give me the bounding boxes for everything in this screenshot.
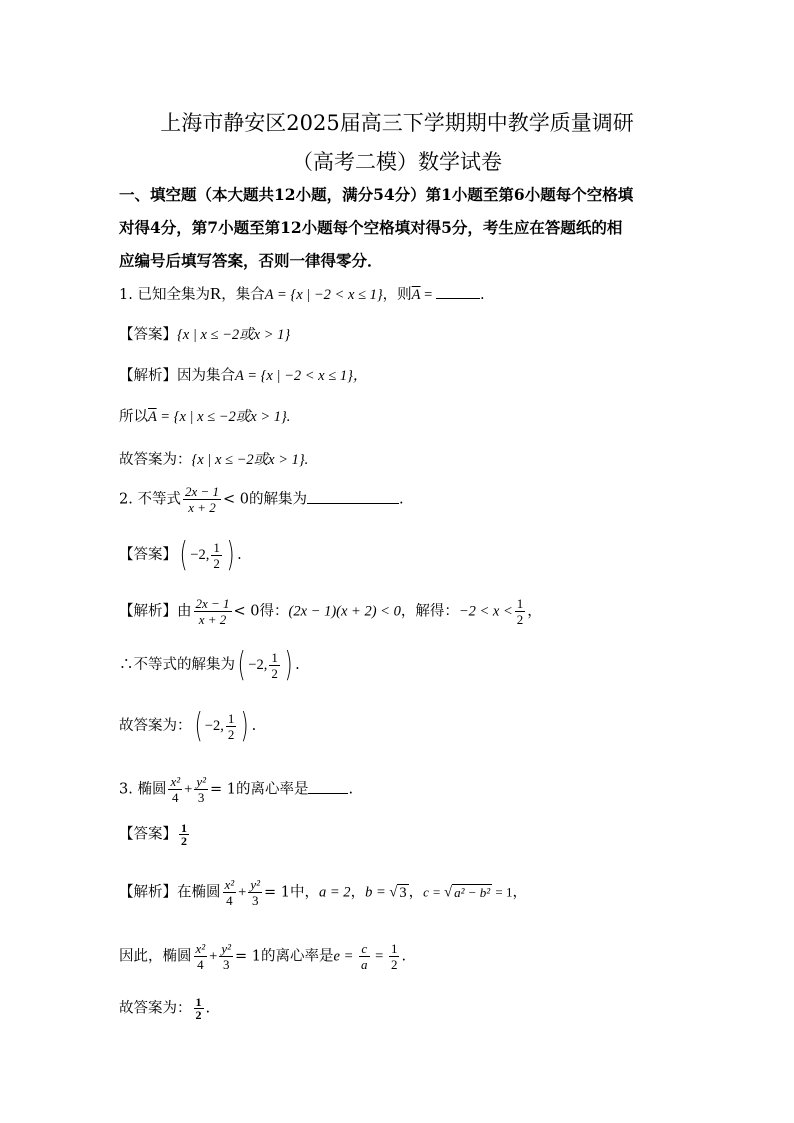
q1-ask: ，则 — [382, 287, 412, 303]
q1-so-result: = {x | x ≤ −2或x > 1}. — [156, 409, 291, 425]
q2-answer-half: $\frac{1}{2}$ — [213, 539, 220, 571]
answer-label: 【答案】 — [119, 826, 177, 843]
q1-so-text: 所以 — [119, 409, 148, 425]
q2-analysis-line: 【解析】由 $\frac{2x - 1}{x + 2}$ < 0得：(2x − 1)(x + 2) < 0，解得：−2 < x < $\frac{1}{2}$ ， — [119, 596, 542, 627]
q1-final-line — [119, 450, 308, 470]
analysis-label: 【解析】 — [119, 603, 177, 620]
page-subtitle: （高考二模）数学试卷 — [292, 150, 502, 174]
q1-so-line — [119, 407, 290, 427]
q3-frac-y: $\frac{\text{y²}}{3}$ — [196, 774, 206, 805]
q2-range-half: $\frac{1}{2}$ — [516, 596, 524, 627]
q2-answer-text: −2, — [190, 547, 210, 563]
q3-hence-half: $\frac{1}{2}$ — [390, 941, 398, 972]
q3-prefix: 3. 椭圆 — [119, 781, 167, 798]
q2-final-half: $\frac{1}{2}$ — [227, 710, 235, 742]
analysis-label: 【解析】 — [119, 368, 177, 384]
q2-product: (2x − 1)(x + 2) < 0 — [288, 603, 401, 620]
q2-therefore: ∴不等式的解集为 — [119, 657, 235, 673]
q3-final: $\frac{1}{2}$ — [195, 995, 202, 1022]
q1-mid: ，集合 — [221, 287, 265, 303]
q3-sqrt3: 3 — [399, 884, 407, 901]
q3-hence-line: 因此，椭圆 $\frac{\text{x²}}{4}$ + $\frac{\text{y²}}{3}$ = 1的离心率是e = $\frac{c}{a}$ = $\frac{1}{2}$ . — [119, 941, 407, 972]
q1-analysis-line — [119, 366, 367, 386]
q1-final: {x | x ≤ −2或x > 1}. — [191, 452, 309, 468]
q2-answer-blank — [307, 489, 399, 504]
q2-end: . — [398, 491, 404, 508]
q1-answer-blank — [436, 284, 480, 299]
q3-a: a = 2 — [319, 884, 351, 901]
q2-fraction: $\frac{2x - 1}{x + 2}$ — [184, 484, 219, 515]
question-1 — [119, 284, 485, 305]
q1-universe: R — [209, 284, 222, 303]
q1-setdef: A = {x | −2 < x ≤ 1} — [264, 287, 383, 303]
q2-analysis-fraction: $\frac{2x - 1}{x + 2}$ — [195, 596, 230, 627]
q3-answer-line — [119, 822, 191, 847]
q3-final-line: 故答案为： $\frac{1}{2}$ . — [119, 995, 211, 1022]
q2-answer-line: 【答案】( −2, $\frac{1}{2}$ ) . — [119, 535, 242, 575]
q3-answer-blank — [308, 779, 348, 794]
analysis-label: 【解析】 — [119, 884, 177, 901]
q3-frac-x: $\frac{\text{x²}}{4}$ — [170, 774, 181, 805]
q3-eq1: = 1的离心率是 — [209, 781, 309, 798]
answer-label: 【答案】 — [119, 327, 177, 343]
q2-ineq: < 0的解集为 — [223, 491, 307, 508]
q2-range: −2 < x < — [458, 603, 513, 620]
q2-therefore-line: ∴不等式的解集为( −2, $\frac{1}{2}$ ) . — [119, 645, 300, 685]
q1-complement: $\overline{A}$ — [411, 287, 421, 303]
q1-prefix: 1. 已知全集为 — [119, 287, 210, 303]
question-3: 3. 椭圆 $\frac{\text{x²}}{4}$ + $\frac{\text{y²}}{3}$ = 1的离心率是 . — [119, 774, 354, 805]
q3-answer: $\frac{1}{2}$ — [181, 821, 187, 848]
q2-prefix: 2. 不等式 — [119, 491, 181, 508]
q1-so-complement: $\overline{A}$ — [148, 409, 157, 425]
q1-analysis-set: A = {x | −2 < x ≤ 1}， — [235, 368, 368, 384]
q3-c-over-a: $\frac{c}{a}$ — [361, 941, 368, 972]
question-2 — [119, 484, 404, 515]
therefore-label: 故答案为： — [119, 1000, 192, 1017]
section-instructions-line2: 对得4分，第7小题至第12小题每个空格填对得5分，考生应在答题纸的相 — [119, 218, 623, 237]
page-title: 上海市静安区2025届高三下学期期中教学质量调研 — [160, 111, 634, 135]
q3-c-radicand: a² − b² — [454, 884, 491, 900]
q1-analysis-text: 因为集合 — [177, 368, 235, 384]
section-instructions-line3: 应编号后填写答案，否则一律得零分． — [119, 251, 383, 270]
q3-analysis-line: 【解析】在椭圆 $\frac{\text{x²}}{4}$ + $\frac{\text{y²}}{3}$ = 1中，a = 2，b = √ 3 ，c = √ a² − b² = 1， — [119, 877, 528, 908]
therefore-label: 故答案为： — [119, 452, 192, 468]
answer-label: 【答案】 — [119, 547, 177, 563]
q1-eq: = — [420, 287, 436, 303]
q1-end: . — [479, 287, 485, 303]
q2-final-line: 故答案为：( −2, $\frac{1}{2}$ ) . — [119, 706, 257, 746]
q1-answer: {x | x ≤ −2或x > 1} — [177, 327, 291, 343]
therefore-label: 故答案为： — [119, 718, 192, 734]
q2-therefore-half: $\frac{1}{2}$ — [271, 649, 278, 681]
q1-answer-line — [119, 325, 290, 345]
section-instructions-line1: 一、填空题（本大题共12小题，满分54分）第1小题至第6小题每个空格填 — [119, 185, 634, 204]
